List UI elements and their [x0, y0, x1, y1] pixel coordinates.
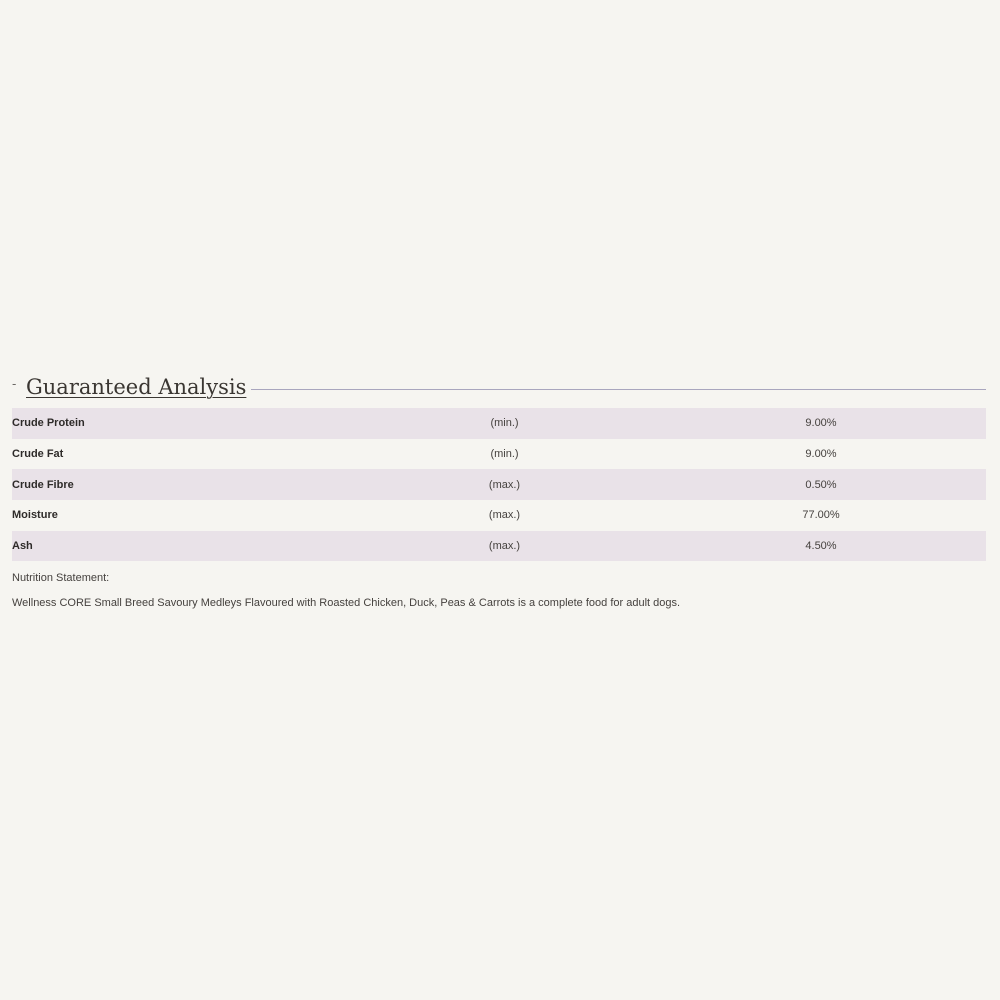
nutrient-qualifier: (max.) — [488, 509, 521, 522]
nutrition-statement-label: Nutrition Statement: — [12, 572, 110, 584]
nutrient-value: 77.00% — [802, 509, 840, 522]
nutrient-value: 4.50% — [805, 540, 837, 553]
nutrient-name: Ash — [12, 540, 33, 553]
table-row — [12, 500, 986, 531]
header-divider — [251, 389, 986, 390]
nutrient-name: Moisture — [12, 509, 58, 522]
nutrient-qualifier: (max.) — [488, 540, 521, 553]
table-row — [12, 531, 986, 562]
nutrient-name: Crude Fat — [12, 448, 64, 461]
section-title[interactable]: Guaranteed Analysis — [26, 375, 247, 399]
guaranteed-analysis-table — [12, 408, 986, 561]
nutrient-name: Crude Protein — [12, 417, 85, 430]
nutrient-qualifier: (min.) — [490, 417, 519, 430]
nutrition-statement-text: Wellness CORE Small Breed Savoury Medleys Flavoured with Roasted Chicken, Duck, Peas & Carrots is a complete food for adult dogs. — [12, 597, 681, 609]
nutrient-qualifier: (min.) — [490, 448, 519, 461]
nutrient-qualifier: (max.) — [488, 478, 521, 491]
nutrient-value: 0.50% — [805, 478, 837, 491]
collapse-toggle-icon[interactable]: - — [12, 376, 17, 391]
guaranteed-analysis-section — [12, 372, 986, 553]
table-row — [12, 439, 986, 470]
nutrient-name: Crude Fibre — [12, 478, 74, 491]
nutrient-value: 9.00% — [805, 417, 837, 430]
table-row — [12, 408, 986, 439]
nutrient-value: 9.00% — [805, 448, 837, 461]
table-row — [12, 469, 986, 500]
section-header[interactable] — [12, 372, 986, 408]
